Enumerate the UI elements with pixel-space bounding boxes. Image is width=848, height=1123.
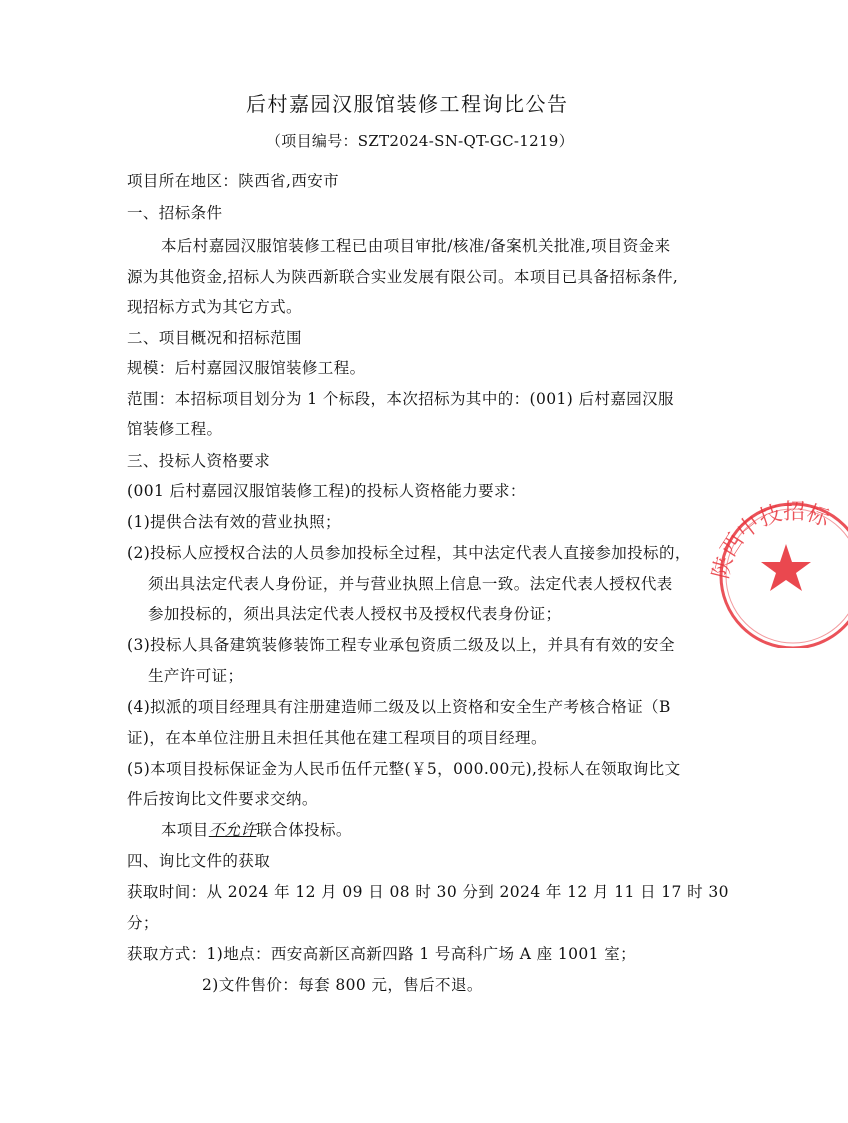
section-1-paragraph-line: 源为其他资金,招标人为陕西新联合实业发展有限公司。本项目已具备招标条件, (127, 268, 679, 286)
section-1-paragraph-line: 现招标方式为其它方式。 (127, 298, 302, 316)
seal-text: 陕西中技招标 (708, 499, 833, 582)
requirement-5-line: (5)本项目投标保证金为人民币伍仟元整(￥5，000.00元),投标人在领取询比文 (127, 760, 681, 778)
consortium-statement (161, 820, 352, 840)
section-3-heading: 三、投标人资格要求 (127, 452, 271, 470)
requirement-2-line: (2)投标人应授权合法的人员参加投标全过程，其中法定代表人直接参加投标的， (127, 544, 691, 562)
requirement-4-line: (4)拟派的项目经理具有注册建造师二级及以上资格和安全生产考核合格证（B (127, 698, 671, 716)
requirement-3-line: (3)投标人具备建筑装修装饰工程专业承包资质二级及以上，并具有有效的安全 (127, 636, 675, 654)
section-4-heading: 四、询比文件的获取 (127, 852, 271, 870)
project-scale: 规模：后村嘉园汉服馆装修工程。 (127, 359, 366, 377)
project-scope-line: 范围：本招标项目划分为 1 个标段，本次招标为其中的：(001) 后村嘉园汉服 (127, 390, 674, 408)
consortium-suffix: 联合体投标。 (256, 821, 352, 839)
requirement-1: (1)提供合法有效的营业执照； (127, 513, 341, 531)
requirement-5-line: 件后按询比文件要求交纳。 (127, 790, 318, 808)
consortium-not-allowed: 不允许 (208, 821, 257, 839)
acquisition-method-line: 2)文件售价：每套 800 元，售后不退。 (202, 976, 483, 994)
project-scope-line: 馆装修工程。 (127, 420, 223, 438)
project-location: 项目所在地区：陕西省,西安市 (127, 172, 340, 190)
requirement-4-line: 证)，在本单位注册且未担任其他在建工程项目的项目经理。 (127, 729, 547, 747)
document-title: 后村嘉园汉服馆装修工程询比公告 (246, 92, 569, 116)
acquisition-time-line: 获取时间：从 2024 年 12 月 09 日 08 时 30 分到 2024 年 12 月 11 日 17 时 30 (127, 883, 729, 901)
section-2-heading: 二、项目概况和招标范围 (127, 329, 302, 347)
requirement-intro: (001 后村嘉园汉服馆装修工程)的投标人资格能力要求： (127, 482, 526, 500)
consortium-prefix: 本项目 (161, 821, 209, 839)
acquisition-time-line: 分； (127, 914, 159, 932)
red-official-seal-icon (708, 498, 848, 648)
requirement-2-line: 参加投标的，须出具法定代表人授权书及授权代表身份证； (148, 605, 562, 623)
requirement-3-line: 生产许可证； (148, 667, 244, 685)
acquisition-method-line: 获取方式：1)地点：西安高新区高新四路 1 号高科广场 A 座 1001 室； (127, 945, 637, 963)
section-1-heading: 一、招标条件 (127, 204, 223, 222)
project-number: （项目编号：SZT2024-SN-QT-GC-1219） (266, 132, 574, 150)
requirement-2-line: 须出具法定代表人身份证，并与营业执照上信息一致。法定代表人授权代表 (148, 575, 673, 593)
section-1-paragraph-line: 本后村嘉园汉服馆装修工程已由项目审批/核准/备案机关批准,项目资金来 (161, 237, 671, 255)
